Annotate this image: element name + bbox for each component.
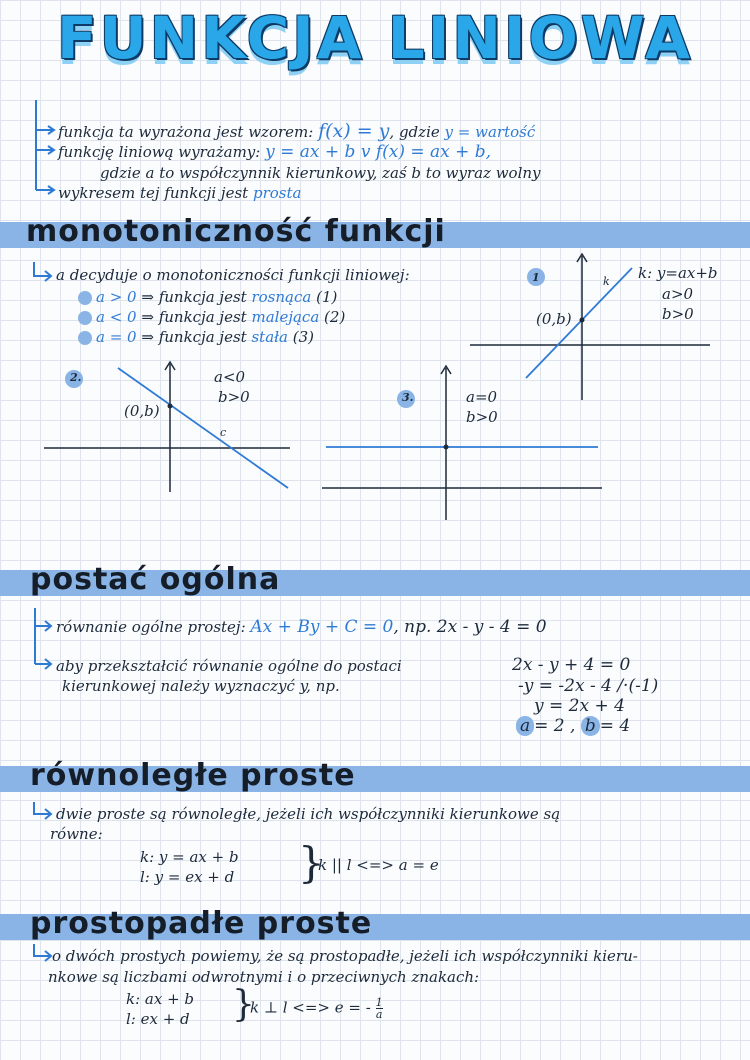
general-eq1: 2x - y + 4 = 0 xyxy=(512,655,631,675)
graph2-badge: 2. xyxy=(70,371,82,384)
graph3-c2: b>0 xyxy=(466,408,498,426)
brace-icon: } xyxy=(232,984,255,1025)
parallel-k: k: y = ax + b xyxy=(140,848,239,866)
perp-k: k: ax + b xyxy=(126,990,195,1008)
brace-icon: } xyxy=(298,838,325,887)
graph-constant xyxy=(320,360,610,530)
graph1-c1: a>0 xyxy=(662,285,694,303)
graph3-badge: 3. xyxy=(402,391,414,404)
parallel-rel: k || l <=> a = e xyxy=(318,856,439,874)
heading-parallel: równoległe proste xyxy=(30,758,356,793)
perp-line2: nkowe są liczbami odwrotnymi i o przeciwnych znakach: xyxy=(48,968,480,986)
frac-num: 1 xyxy=(375,996,383,1009)
graph1-c2: b>0 xyxy=(662,305,694,323)
mono-item-3: a = 0 ⇒ funkcja jest stała (3) xyxy=(78,328,314,346)
frac-den: a xyxy=(375,1008,383,1021)
graph2-c2: b>0 xyxy=(218,388,250,406)
graph2-line-label: c xyxy=(220,426,227,439)
intro-line3: gdzie a to współczynnik kierunkowy, zaś b to wyraz wolny xyxy=(100,164,541,182)
general-eq2: -y = -2x - 4 /·(-1) xyxy=(518,676,659,696)
mono-intro: a decyduje o monotoniczności funkcji liniowej: xyxy=(56,266,410,284)
graph1-point: (0,b) xyxy=(536,310,572,328)
intro-line4: wykresem tej funkcji jest prosta xyxy=(58,184,302,202)
heading-monotonicity: monotoniczność funkcji xyxy=(26,214,446,249)
graph2-point: (0,b) xyxy=(124,402,160,420)
intro-line1: funkcja ta wyrażona jest wzorem: f(x) = y, gdzie y = wartość xyxy=(58,120,536,142)
mono-item-2: a < 0 ⇒ funkcja jest malejąca (2) xyxy=(78,308,345,326)
mono-item-1: a > 0 ⇒ funkcja jest rosnąca (1) xyxy=(78,288,337,306)
parallel-line2: równe: xyxy=(50,825,103,843)
general-eq3: y = 2x + 4 xyxy=(534,696,625,716)
perp-rel: k ⊥ l <=> e = - $\frac{1}{a}$ xyxy=(250,996,383,1021)
perp-l: l: ex + d xyxy=(126,1010,190,1028)
general-line1: równanie ogólne prostej: Ax + By + C = 0, np. 2x - y - 4 = 0 xyxy=(56,617,547,637)
graph1-line-label: k xyxy=(603,275,610,288)
general-eq4: a = 2 , b = 4 xyxy=(516,716,630,736)
general-line3: kierunkowej należy wyznaczyć y, np. xyxy=(62,677,340,695)
parallel-line1: dwie proste są równoległe, jeżeli ich współczynniki kierunkowe są xyxy=(56,805,561,823)
graph2-c1: a<0 xyxy=(214,368,246,386)
graph1-eq: k: y=ax+b xyxy=(638,264,718,282)
intro-bracket xyxy=(30,98,60,198)
heading-general: postać ogólna xyxy=(30,562,281,597)
heading-perpendicular: prostopadłe proste xyxy=(30,906,373,941)
page-title: FUNKCJA LINIOWA xyxy=(56,4,694,72)
general-line2: aby przekształcić równanie ogólne do postaci xyxy=(56,657,402,675)
graph1-badge: 1 xyxy=(532,271,540,284)
graph3-c1: a=0 xyxy=(466,388,498,406)
perp-line1: o dwóch prostych powiemy, że są prostopadłe, jeżeli ich współczynniki kieru- xyxy=(52,947,638,965)
intro-line2: funkcję liniową wyrażamy: y = ax + b v f(x) = ax + b, xyxy=(58,142,492,162)
parallel-l: l: y = ex + d xyxy=(140,868,235,886)
